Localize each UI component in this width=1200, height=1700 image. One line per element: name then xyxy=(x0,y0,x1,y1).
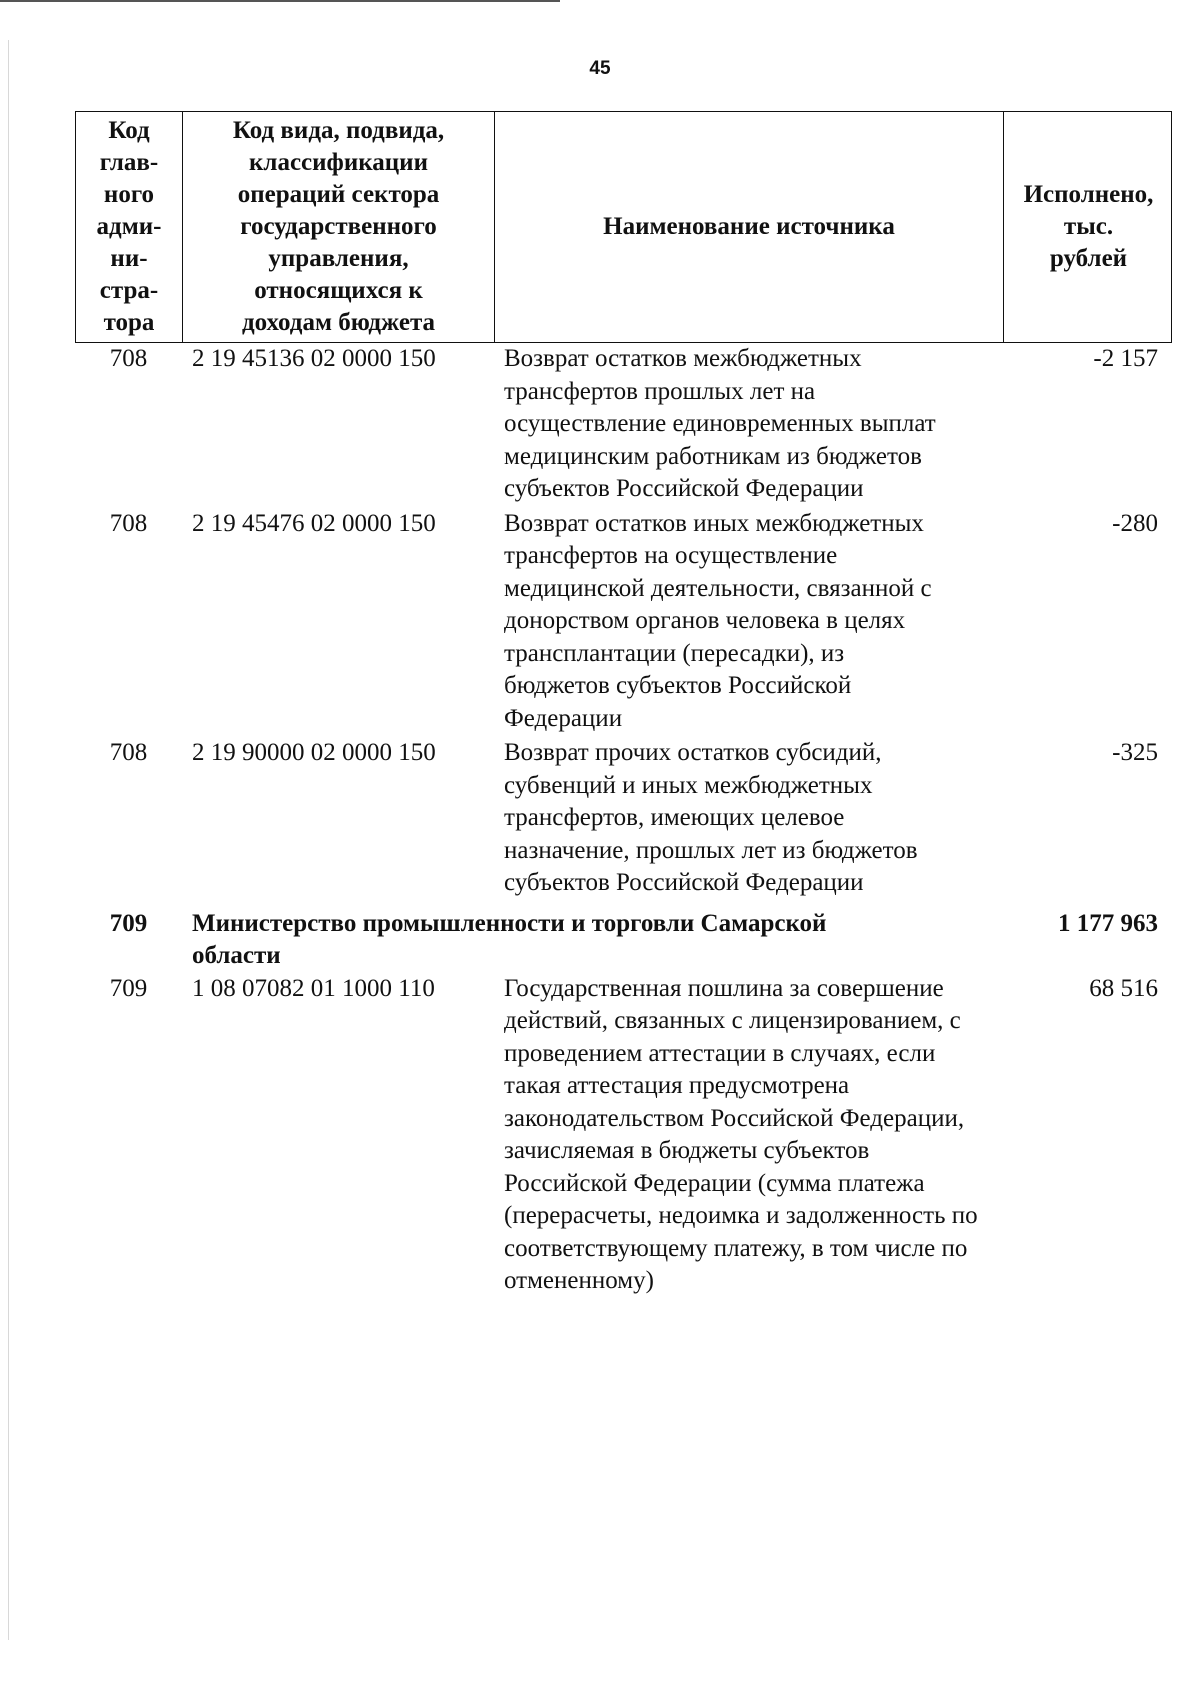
header-source-name xyxy=(495,112,1004,342)
table-header xyxy=(75,111,1172,343)
cell-source-name: Возврат прочих остатков субсидий, субвенций и иных межбюджетных трансфертов, имеющих целевое назначение, прошлых лет из бюджетов субъектов Российской Федерации xyxy=(504,739,918,896)
cell-classification-code: 2 19 90000 02 0000 150 xyxy=(192,739,436,766)
scan-artifact-edge xyxy=(8,40,9,1640)
section-row xyxy=(75,908,1172,973)
header-classification-code-text: Код вида, подвида, классификации операций сектора государственного управления, относящихся к доходам бюджета xyxy=(232,117,445,336)
cell-admin-code: 708 xyxy=(109,345,148,372)
section-amount: 1 177 963 xyxy=(1058,909,1158,937)
cell-amount: 68 516 xyxy=(1089,974,1158,1002)
cell-classification-code: 2 19 45476 02 0000 150 xyxy=(192,509,436,537)
header-executed-amount xyxy=(1004,112,1173,342)
cell-source-name: Возврат остатков межбюджетных трансфертов прошлых лет на осуществление единовременных выплат медицинским работникам из бюджетов субъектов Российской Федерации xyxy=(504,345,936,502)
cell-admin-code: 708 xyxy=(109,509,148,537)
cell-classification-code: 1 08 07082 01 1000 110 xyxy=(192,974,435,1002)
table-row xyxy=(75,508,1172,736)
page-number: 45 xyxy=(589,58,611,79)
cell-admin-code: 709 xyxy=(109,974,148,1002)
cell-source-name: Возврат остатков иных межбюджетных трансфертов на осуществление медицинской деятельности, связанной с донорством органов человека в целях трансплантации (пересадки), из бюджетов субъектов Российской Федерации xyxy=(504,509,932,732)
cell-amount: -325 xyxy=(1112,739,1158,766)
header-admin-code xyxy=(76,112,183,342)
cell-amount: -280 xyxy=(1112,509,1158,537)
table-row xyxy=(75,973,1172,1298)
table-row xyxy=(75,343,1172,506)
header-executed-amount-text: Исполнено, тыс. рублей xyxy=(1023,181,1154,272)
header-source-name-text: Наименование источника xyxy=(603,213,895,240)
header-classification-code xyxy=(183,112,495,342)
scan-artifact-line xyxy=(0,0,560,2)
cell-amount: -2 157 xyxy=(1093,345,1158,372)
table-row xyxy=(75,737,1172,900)
cell-classification-code: 2 19 45136 02 0000 150 xyxy=(192,345,436,372)
header-admin-code-text: Код глав- ного адми- ни- стра- тора xyxy=(96,117,162,336)
table-body xyxy=(75,343,1172,1298)
cell-admin-code: 708 xyxy=(109,739,148,766)
cell-source-name: Государственная пошлина за совершение действий, связанных с лицензированием, с проведением аттестации в случаях, если такая аттестация предусмотрена законодательством Российской Федерации, зачисляемая в бюджеты субъектов Российской Федерации (сумма платежа (перерасчеты, недоимка и задолженность по соответствующему платежу, в том числе по отмененному) xyxy=(504,974,978,1294)
section-title: Министерство промышленности и торговли Самарской области xyxy=(192,909,827,969)
section-admin-code: 709 xyxy=(109,909,148,937)
